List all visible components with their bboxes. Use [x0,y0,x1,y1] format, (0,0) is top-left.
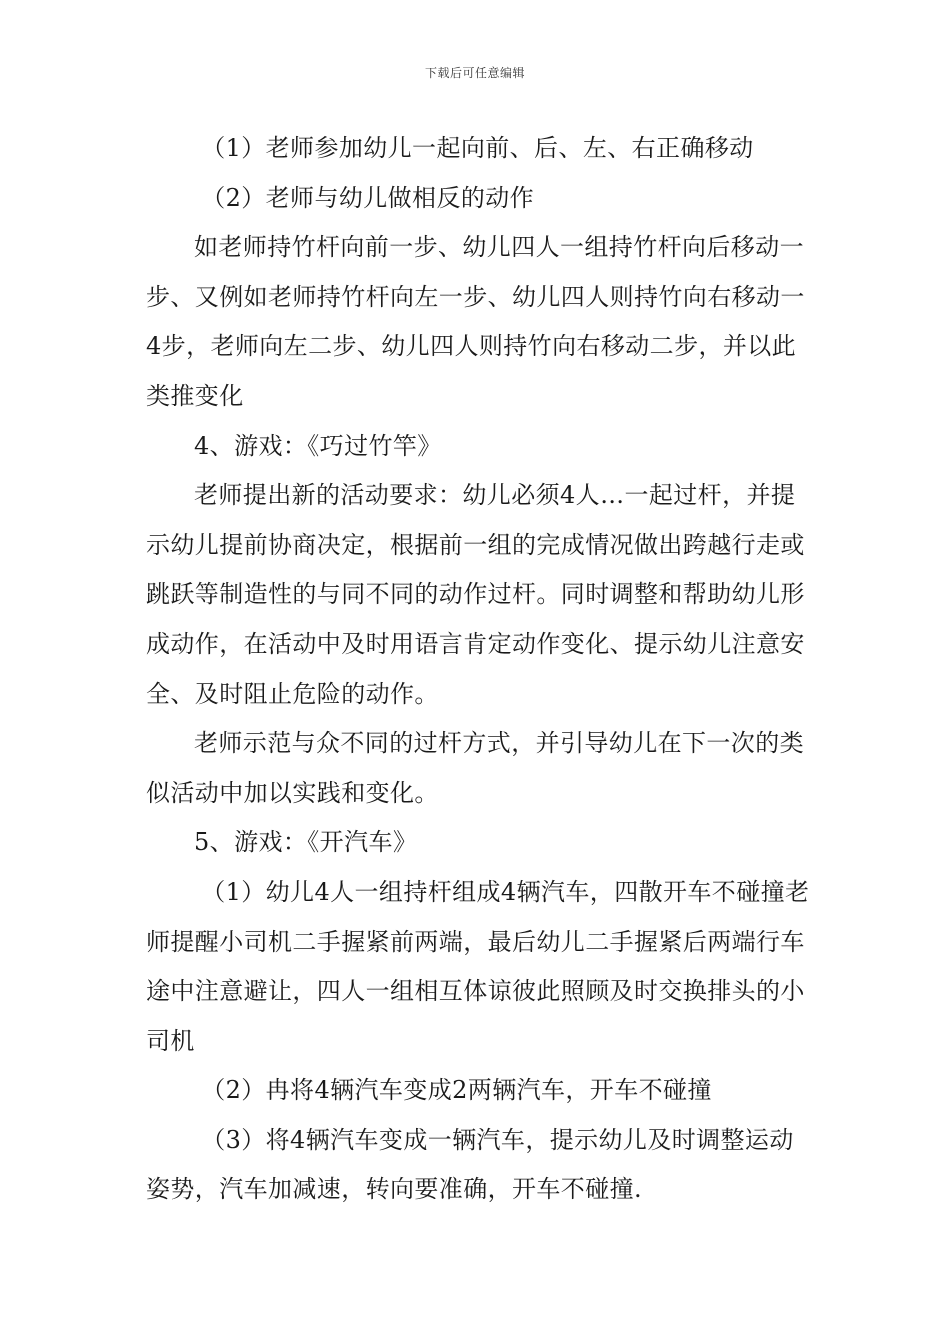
section-heading-game-5: 5、游戏：《开汽车》 [194,828,418,857]
section-heading-game-4: 4、游戏：《巧过竹竿》 [194,431,442,460]
paragraph-car-step-1: （1）幼儿4人一组持杆组成4辆汽车，四散开车不碰撞老师提醒小司机二手握紧前两端，最后幼儿二手握紧后两端行车途中注意避让，四人一组相互体谅彼此照顾及时交换排头的小司机 [146,877,810,1055]
paragraph-car-step-3: （3）将4辆汽车变成一辆汽车，提示幼儿及时调整运动姿势，汽车加减速，转向要准确，开车不碰撞. [146,1125,794,1204]
paragraph-activity-requirements: 老师提出新的活动要求：幼儿必须4人…一起过杆，并提示幼儿提前协商决定，根据前一组的完成情况做出跨越行走或跳跃等制造性的与同不同的动作过杆。同时调整和帮助幼儿形成动作，在活动中及时用语言肯定动作变化、提示幼儿注意安全、及时阻止危险的动作。 [146,481,805,708]
paragraph-teacher-demo: 老师示范与众不同的过杆方式，并引导幼儿在下一次的类似活动中加以实践和变化。 [146,729,804,807]
document-body [146,124,810,1215]
paragraph-step-2: （2）老师与幼儿做相反的动作 [201,183,535,212]
paragraph-step-1: （1）老师参加幼儿一起向前、后、左、右正确移动 [201,134,754,162]
paragraph-car-step-2: （2）冉将4辆汽车变成2两辆汽车，开车不碰撞 [201,1076,712,1105]
paragraph-example: 如老师持竹杆向前一步、幼儿四人一组持竹杆向后移动一步、又例如老师持竹杆向左一步、幼儿四人则持竹向右移动一4步，老师向左二步、幼儿四人则持竹向右移动二步，并以此类推变化 [146,233,805,410]
page-header-note: 下载后可任意编辑 [424,66,525,80]
